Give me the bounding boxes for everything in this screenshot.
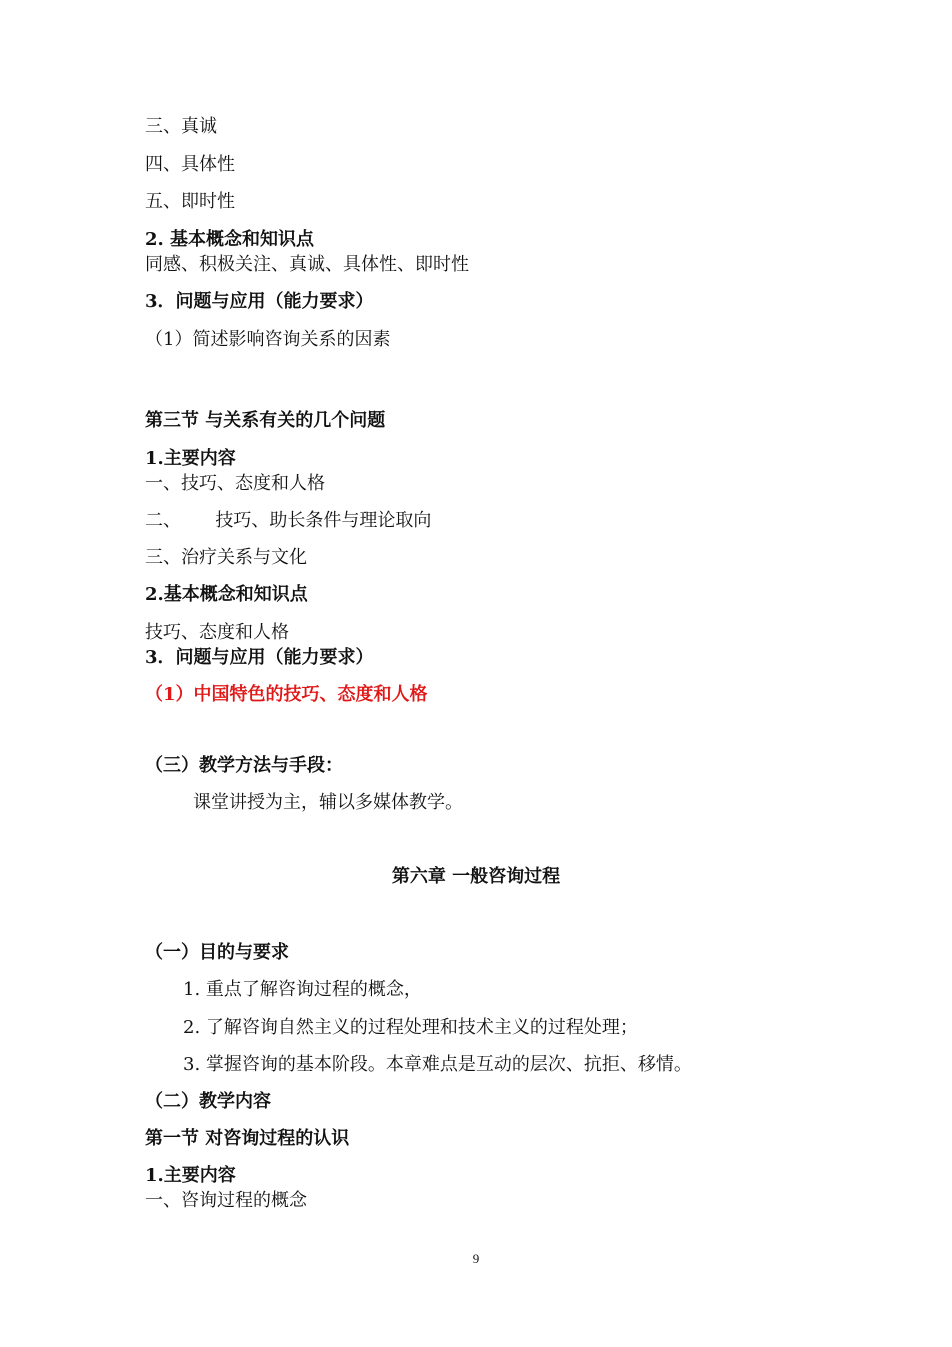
concepts-text: 同感、积极关注、真诚、具体性、即时性: [145, 254, 469, 275]
goal-item-2: 2. 了解咨询自然主义的过程处理和技术主义的过程处理；: [183, 1017, 638, 1038]
concepts-text-2: 技巧、态度和人格: [145, 622, 289, 643]
chapter-title: 第六章 一般咨询过程: [391, 866, 561, 887]
question-item-highlight: （1）中国特色的技巧、态度和人格: [145, 684, 428, 705]
goal-item-3: 3. 掌握咨询的基本阶段。本章难点是互动的层次、抗拒、移情。: [183, 1054, 692, 1075]
heading-teaching-methods: （三）教学方法与手段：: [145, 755, 343, 776]
teaching-methods-text: 课堂讲授为主，辅以多媒体教学。: [193, 792, 463, 813]
section-title-3: 第三节 与关系有关的几个问题: [145, 410, 386, 431]
item-sincerity: 三、真诚: [145, 116, 217, 137]
content-item-process-concept: 一、咨询过程的概念: [145, 1190, 307, 1211]
heading-questions-2: 3．问题与应用（能力要求）: [145, 647, 374, 668]
question-item: （1）简述影响咨询关系的因素: [145, 329, 391, 350]
item-concreteness: 四、具体性: [145, 154, 235, 175]
goal-item-1: 1. 重点了解咨询过程的概念，: [183, 979, 422, 1000]
heading-main-content-2: 1.主要内容: [145, 1165, 236, 1186]
heading-basic-concepts-2: 2.基本概念和知识点: [145, 584, 308, 605]
section-title-1: 第一节 对咨询过程的认识: [145, 1128, 350, 1149]
item-immediacy: 五、即时性: [145, 191, 235, 212]
content-item-2: 二、 技巧、助长条件与理论取向: [145, 510, 432, 531]
page-number: 9: [472, 1251, 480, 1266]
heading-basic-concepts: 2. 基本概念和知识点: [145, 229, 315, 250]
content-item-1: 一、技巧、态度和人格: [145, 473, 325, 494]
heading-goals: （一）目的与要求: [145, 942, 289, 963]
heading-questions: 3．问题与应用（能力要求）: [145, 291, 374, 312]
heading-teaching-content: （二）教学内容: [145, 1091, 271, 1112]
heading-main-content: 1.主要内容: [145, 448, 236, 469]
content-item-3: 三、治疗关系与文化: [145, 547, 307, 568]
